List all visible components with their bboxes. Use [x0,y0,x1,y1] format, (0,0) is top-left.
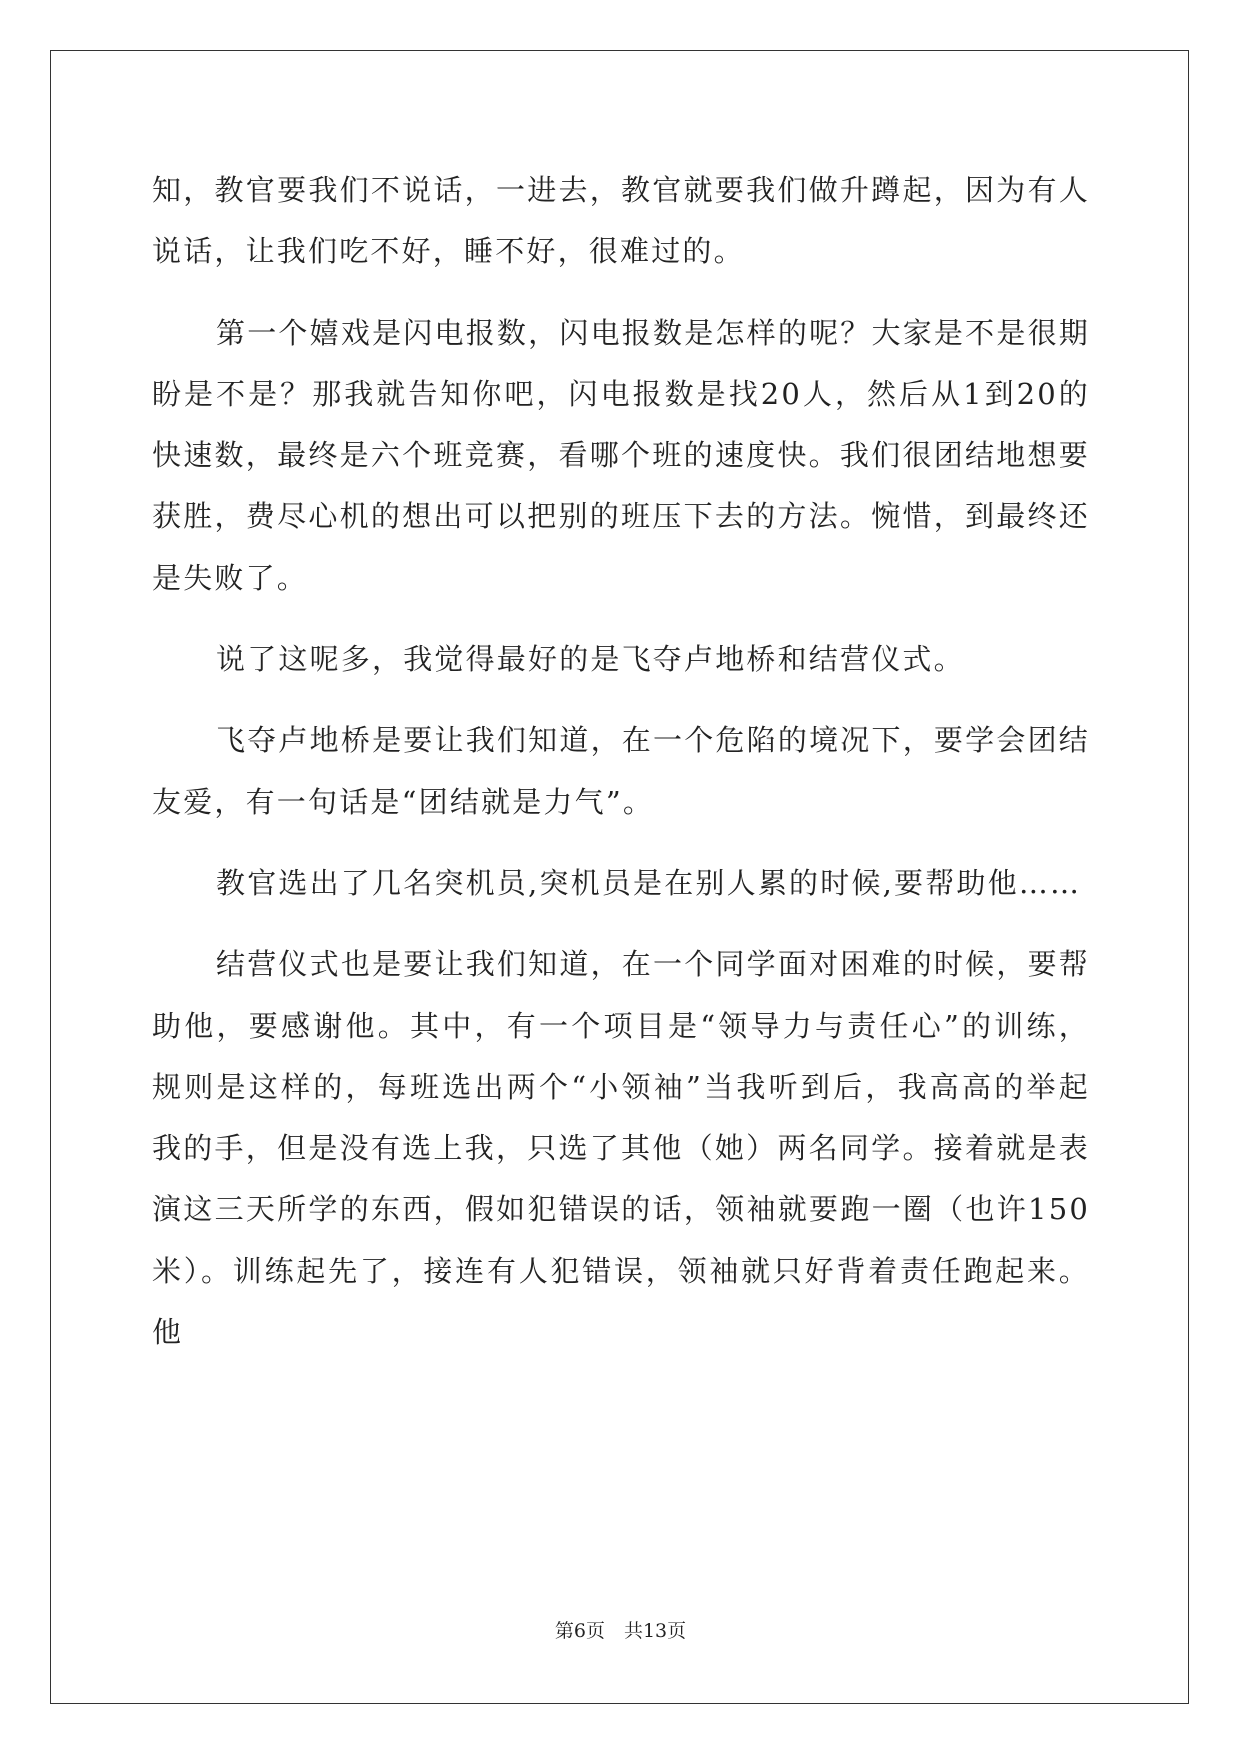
paragraph: 知，教官要我们不说话，一进去，教官就要我们做升蹲起，因为有人说话，让我们吃不好，睡不好，很难过的。 [152,173,1090,269]
document-body [152,160,1090,1383]
paragraph: 第一个嬉戏是闪电报数，闪电报数是怎样的呢？大家是不是很期盼是不是？那我就告知你吧，闪电报数是找20人，然后从1到20的快速数，最终是六个班竞赛，看哪个班的速度快。我们很团结地想要获胜，费尽心机的想出可以把别的班压下去的方法。惋惜，到最终还是失败了。 [152,315,1090,595]
paragraph: 教官选出了几名突机员,突机员是在别人累的时候,要帮助他…… [216,865,1082,900]
paragraph: 结营仪式也是要让我们知道，在一个同学面对困难的时候，要帮助他，要感谢他。其中，有一个项目是“领导力与责任心”的训练，规则是这样的，每班选出两个“小领袖”当我听到后，我高高的举起我的手，但是没有选上我，只选了其他（她）两名同学。接着就是表演这三天所学的东西，假如犯错误的话，领袖就要跑一圈（也许150米）。训练起先了，接连有人犯错误，领袖就只好背着责任跑起来。他 [152,947,1090,1350]
paragraph: 飞夺卢地桥是要让我们知道，在一个危陷的境况下，要学会团结友爱，有一句话是“团结就是力气”。 [152,723,1090,819]
paragraph: 说了这呢多，我觉得最好的是飞夺卢地桥和结营仪式。 [216,642,965,677]
page-number-footer: 第6页 共13页 [554,1620,687,1642]
